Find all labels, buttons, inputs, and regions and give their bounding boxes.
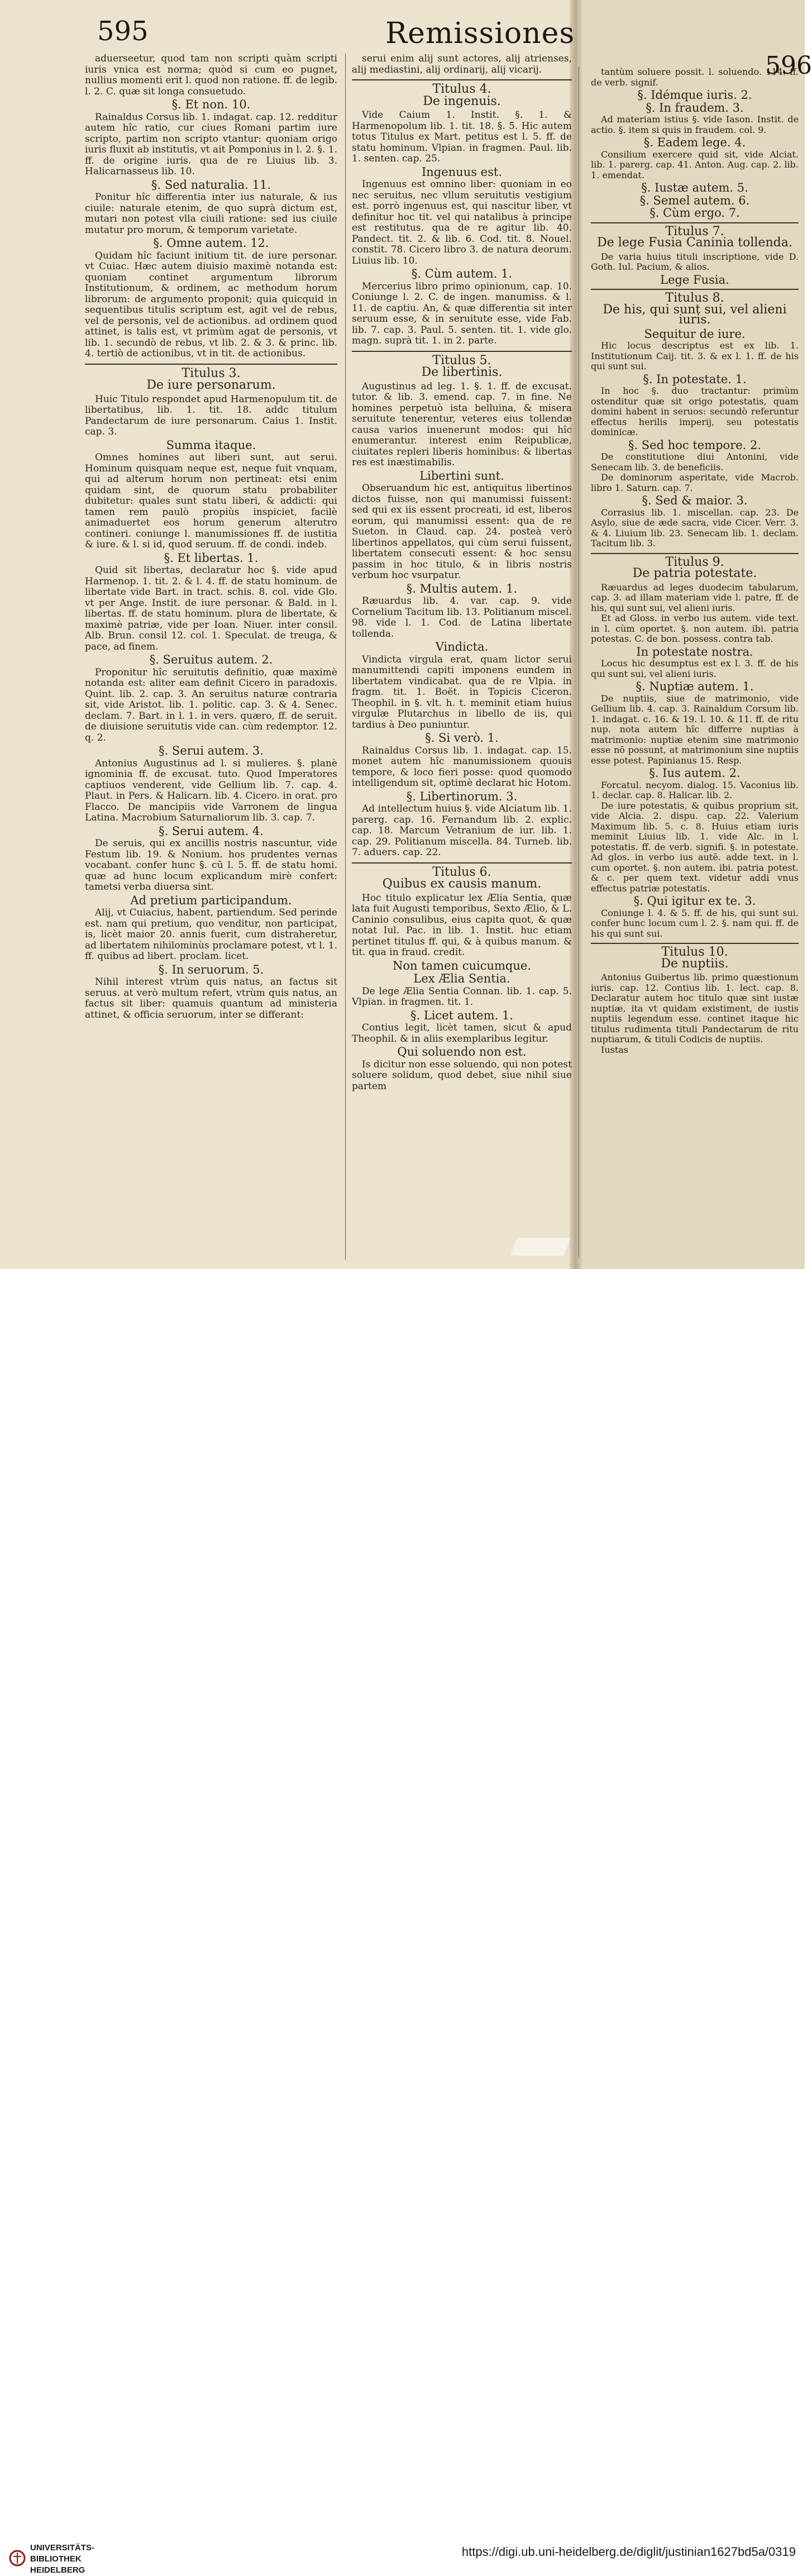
- section-lemma: §. Multis autem. 1.: [406, 581, 518, 595]
- commentary-paragraph: De seruis, qui ex ancillis nostris nascuntur, vide Festum lib. 19. & Nonium. hos prudentes vernas vocabant. confer hunc §. cū l. 5. ff. de statu homi. quæ ad hunc locum explicandum mirè confert: tametsi verba diuersa sint.: [85, 838, 337, 893]
- section-rule: [591, 222, 799, 223]
- section-lemma: §. Cùm autem. 1.: [411, 267, 513, 280]
- paper-strip: [510, 1238, 571, 1256]
- commentary-paragraph: De nuptiis, siue de matrimonio, vide Gellium lib. 4. cap. 3. Rainaldum Corsum lib. 1. indagat. c. 16. & 19. l. 10. & 11. ff. de ritu nup. nota autem hîc differre nuptias à matrimonio: nuptiæ etenim sine matrimonio esse nō possunt, at matrimonium sine nuptiis esse potest. Papinianus 15. Resp.: [591, 693, 799, 766]
- section-lemma: §. Si verò. 1.: [425, 731, 499, 745]
- titulus-subject: De patria potestate.: [632, 566, 757, 580]
- commentary-paragraph: In hoc §. duo tractantur: primùm ostenditur quæ sit origo potestatis, quam domini habent in seruos: secundò referuntur effectus herilis imperij, seu potestatis dominicæ.: [591, 385, 799, 437]
- commentary-paragraph: Proponitur hîc seruitutis definitio, quæ maximè notanda est: aliter eam definit Cicero in paradoxis. Quint. lib. 2. cap. 3. An seruitus naturæ contraria sit, vide Aristot. lib. 1. politic. cap. 3. & 4. Senec. declam. 7. Bart. in l. 1. in vers. quæro, ff. de seruit. de diuisione seruitutis vide can. cùm redemptor. 12. q. 2.: [85, 666, 337, 743]
- library-line-1: UNIVERSITÄTS-: [30, 2543, 95, 2553]
- commentary-paragraph: Augustinus ad leg. 1. §. 1. ff. de excusat. tutor. & lib. 3. emend. cap. 7. in fine. Ne homines perpetuò ista belluina, & misera seruitute tenerentur, veteres eius tollendæ causa varios inuenerunt modos: qui hîc enumerantur. interest enim Reipublicæ, ciuitates repleri liberis hominibus: & libertas res est inæstimabilis.: [352, 380, 572, 468]
- library-line-2: BIBLIOTHEK: [30, 2554, 82, 2564]
- commentary-paragraph: De dominorum asperitate, vide Macrob. libro 1. Saturn. cap. 7.: [591, 472, 799, 493]
- text-column-2: [352, 54, 572, 1092]
- section-lemma: In potestate nostra.: [636, 645, 753, 659]
- section-lemma: Summa itaque.: [166, 438, 256, 452]
- scanned-page: [0, 0, 812, 1269]
- section-lemma: §. In seruorum. 5.: [158, 962, 264, 976]
- commentary-paragraph: De iure potestatis, & quibus proprium sit, vide Alcia. 2. dispu. cap. 22. Valerium Maximum lib. 5. c. 8. Huius etiam iuris meminit Liuius lib. 1. vide Alc. in l. potestatis. ff. de verb. signifi. §. in potestate. Ad glos. in verbo ius autē. adde text. in l. cum oportet. §. non autem. ibi. patria potest. & c. per quem text. videtur addi vnus effectus patriæ potestatis.: [591, 800, 799, 894]
- titulus-heading: Titulus 3.: [181, 366, 241, 380]
- titulus-subject: De iure personarum.: [146, 378, 276, 392]
- library-name: [30, 2542, 94, 2576]
- section-lemma: §. Ius autem. 2.: [649, 766, 741, 780]
- commentary-paragraph: Ponitur hîc differentia inter ius naturale, & ius ciuile: naturale etenim, de quo suprà dictum est, mutari non potest vlla ciuili ratione: sed ius ciuile mutatur pro morum, & temporum varietate.: [85, 192, 337, 236]
- text-column-1: [85, 54, 337, 1020]
- titulus-heading: Titulus 9.: [665, 555, 724, 569]
- section-lemma: Ad pretium participandum.: [130, 893, 292, 907]
- section-rule: [85, 364, 337, 365]
- column-divider-1: [345, 54, 346, 1260]
- commentary-paragraph: Omnes homines aut liberi sunt, aut serui. Hominum quisquam neque est, neque fuit vnquam, qui ad alterum horum non pertineat: etsi enim quidam sint, de quorum statu probabiliter dubitetur: quales sunt statu liberi, & addicti: qui tamen rem paulò propiùs inspiciet, facilè animaduertet eos horum generum alterutro contineri. coniunge l. manumissiones ff. de iustitia & iure. & l. si id, quod seruum. ff. de condi. indeb.: [85, 452, 337, 550]
- commentary-paragraph: Locus hic desumptus est ex l. 3. ff. de his qui sunt sui, vel alieni iuris.: [591, 658, 799, 679]
- section-lemma: §. In fraudem. 3.: [646, 101, 744, 115]
- titulus-subject: De libertinis.: [421, 365, 503, 379]
- commentary-paragraph: Quid sit libertas, declaratur hoc §. vide apud Harmenop. 1. tit. 2. & l. 4. ff. de statu hominum. de libertate vide Bart. in tract. schis. 8. col. vide Glo. vt per Ange. Instit. de iure personar. & Bald. in l. libertas. ff. de statu hominum. plura de libertate, & maximè patriæ, vide per Ioan. Niuer. inter consil. Alb. Brun. consil 12. col. 1. Speculat. de treuga, & pace, ad finem.: [85, 565, 337, 652]
- commentary-paragraph: Vindicta virgula erat, quam lictor serui manumittendi capiti imponens eundem in libertatem vindicabat. qua de re Vlpia. in fragm. tit. 1. Boët. in Topicis Ciceron. Theophil. in §. vlt. h. t. meminit etiam huius virgulæ Plutarchus in libello de iis, qui tardius à Deo puniuntur.: [352, 653, 572, 731]
- commentary-paragraph: Coniunge l. 4. & 5. ff. de his, qui sunt sui. confer hunc locum cum l. 2. §. nam qui. ff. de his qui sunt sui.: [591, 907, 799, 939]
- commentary-paragraph: serui enim alij sunt actores, alij atrienses, alij mediastini, alij ordinarij, alij vicarij.: [352, 53, 572, 75]
- section-lemma: §. Sed naturalia. 11.: [151, 178, 271, 192]
- section-rule: [352, 351, 572, 352]
- section-lemma: §. Libertinorum. 3.: [406, 789, 518, 803]
- commentary-paragraph: Nihil interest vtrùm quis natus, an factus sit seruus. at verò multum refert, vtrùm quis natus, an factus sit liber: quamuis quantum ad ministeria attinet, & officia seruorum, inter se differant:: [85, 976, 337, 1020]
- commentary-paragraph: Is dicitur non esse soluendo, qui non potest soluere solidum, quod debet, siue nihil siue partem: [352, 1058, 572, 1092]
- titulus-subject: Quibus ex causis manum.: [382, 877, 542, 891]
- titulus-heading: Titulus 4.: [432, 82, 491, 96]
- section-lemma: §. Iustæ autem. 5.: [641, 181, 748, 194]
- section-lemma: Libertini sunt.: [419, 469, 504, 483]
- commentary-paragraph: Antonius Augustinus ad l. si mulieres. §. planè ignominia ff. de excusat. tuto. Quod Imperatores captiuos venderent, vide Gellium lib. 7. cap. 4. Plaut. in Pers. & Halicarn. lib. 4. Cicero. in orat. pro Flacco. De mancipiis vide Varronem de lingua Latina. Macrobium Saturnaliorum lib. 3. cap. 7.: [85, 757, 337, 823]
- commentary-paragraph: Rainaldus Corsus lib. 1. indagat. cap. 12. redditur autem hîc ratio, cur ciues Romani partim iure scripto, partim non scripto vtantur: quoniam origo iuris fluxit ab institutis, vt ait Pomponius in l. 2. §. 1. ff. de origine iuris. qua de re Liuius lib. 3. Halicarnasseus lib. 10.: [85, 111, 337, 177]
- titulus-heading: Titulus 5.: [432, 353, 491, 368]
- section-rule: [591, 943, 799, 944]
- document-url[interactable]: https://digi.ub.uni-heidelberg.de/diglit/justinian1627bd5a/0319: [461, 2545, 796, 2559]
- section-rule: [591, 553, 799, 554]
- commentary-paragraph: Ad intellectum huius §. vide Alciatum lib. 1. parerg. cap. 16. Fernandum lib. 2. explic. cap. 18. Marcum Vetranium de iur. lib. 1. cap. 29. Politianum miscella. 84. Turneb. lib. 7. aduers. cap. 22.: [352, 803, 572, 858]
- commentary-paragraph: Huic Titulo respondet apud Harmenopulum tit. de libertatibus, lib. 1. tit. 18. addc titulum Pandectarum de iure personarum. Caius 1. Instit. cap. 3.: [85, 393, 337, 437]
- commentary-paragraph: De lege Ælia Sentia Connan. lib. 1. cap. 5. Vlpian. in fragmen. tit. 1.: [352, 985, 572, 1008]
- section-lemma: §. Nuptiæ autem. 1.: [636, 680, 754, 693]
- section-lemma: §. Cùm ergo. 7.: [649, 206, 740, 220]
- section-lemma: Qui soluendo non est.: [397, 1045, 527, 1058]
- section-lemma: §. In potestate. 1.: [643, 372, 747, 386]
- section-lemma: §. Qui igitur ex te. 3.: [633, 894, 756, 908]
- commentary-paragraph: Ræuardus lib. 4. var. cap. 9. vide Cornelium Tacitum lib. 13. Politianum miscel. 98. vide l. 1. Cod. de Latina libertate tollenda.: [352, 595, 572, 640]
- commentary-paragraph: De constitutione diui Antonini, vide Senecam lib. 3. de beneficiis.: [591, 451, 799, 473]
- section-lemma: §. Sed & maior. 3.: [642, 494, 748, 507]
- titulus-heading: Titulus 7.: [665, 224, 724, 238]
- commentary-paragraph: Alij, vt Cuiacius, habent, partiendum. Sed perinde est. nam qui pretium, quo venditur, non participat, is, licèt maior 20. annis fuerit, cum distraheretur, ad libertatem nihilominùs proclamare potest, vt l. 1. ff. quibus ad libert. proclam. licet.: [85, 907, 337, 962]
- titulus-subject: De his, qui sunt sui, vel alieni iuris.: [603, 302, 787, 327]
- commentary-paragraph: Vide Caium 1. Instit. §. 1. & Harmenopolum lib. 1. tit. 18. §. 5. Hic autem totus Titulus ex Mart. petitus est l. 5. ff. de statu hominum. Vlpian. in fragmen. Paul. lib. 1. senten. cap. 25.: [352, 109, 572, 164]
- commentary-paragraph: Corrasius lib. 1. miscellan. cap. 23. De Asylo, siue de æde sacra, vide Cicer. Verr. 3. & 4. Liuium lib. 23. Senecam lib. 1. declam. Tacitum lib. 3.: [591, 507, 799, 548]
- section-lemma: Non tamen cuicumque.: [393, 958, 531, 972]
- section-rule: [591, 289, 799, 290]
- section-lemma: §. Sed hoc tempore. 2.: [628, 438, 762, 452]
- section-lemma: Lex Ælia Sentia.: [413, 972, 510, 985]
- viewer-footer: [0, 1269, 805, 2575]
- section-rule: [352, 862, 572, 864]
- commentary-paragraph: Quidam hîc faciunt initium tit. de iure personar. vt Cuiac. Hæc autem diuisio maximè notanda est: quoniam continet argumentum librorum Institutionum, & ordinem, ac methodum horum librorum: de argumento proponit; quia quicquid in sequentibus titulis scriptum est, agit vel de rebus, vel de personis, vel de actionibus. ad ordinem quod attinet, is talis est, vt primùm agat de personis, vt lib. 1. secundò de rebus, vt lib. 2. & 3. & princ. lib. 4. tertiò de actionibus, vt in tit. de actionibus.: [85, 250, 337, 359]
- commentary-paragraph: Ræuardus ad leges duodecim tabularum, cap. 3. ad illam materiam vide l. patre, ff. de his, qui sunt sui, vel alieni iuris.: [591, 581, 799, 613]
- section-lemma: §. Et libertas. 1.: [164, 551, 259, 565]
- section-lemma: §. Et non. 10.: [171, 98, 251, 111]
- commentary-paragraph: tantùm soluere possit. l. soluendo. 114. ff. de verb. signif.: [591, 66, 799, 88]
- titulus-heading: Titulus 8.: [665, 291, 724, 305]
- section-lemma: §. Licet autem. 1.: [410, 1008, 514, 1022]
- commentary-paragraph: De varia huius tituli inscriptione, vide D. Goth. Iul. Pacium, & alios.: [591, 251, 799, 272]
- commentary-paragraph: Rainaldus Corsus lib. 1. indagat. cap. 15. monet autem hîc manumissionem quouis tempore, & loco fieri posse: quod quomodo intelligendum sit, optimè declarat hic Hotom.: [352, 745, 572, 789]
- titulus-heading: Titulus 10.: [661, 945, 728, 959]
- section-lemma: Vindicta.: [435, 640, 489, 653]
- section-lemma: §. Eadem lege. 4.: [643, 136, 746, 149]
- titulus-subject: De nuptiis.: [661, 956, 729, 971]
- commentary-paragraph: Hoc titulo explicatur lex Ælia Sentia, quæ lata fuit Augusti temporibus, Sexto Ælio, & L. Caninio consulibus, eius capita quot, & quæ notat Iul. Pac. in lib. 1. Instit. huc etiam pertinet titulus ff. qui, & à quibus manum. & tit. qua in fraud. credit.: [352, 892, 572, 958]
- section-lemma: §. Seruitus autem. 2.: [149, 653, 273, 666]
- titulus-subject: De lege Fusia Caninia tollenda.: [597, 236, 792, 250]
- running-title: Remissiones: [385, 17, 575, 50]
- commentary-paragraph: Iustas: [601, 1044, 629, 1055]
- commentary-paragraph: Ingenuus est omnino liber: quoniam in eo nec seruitus, nec vllum seruitutis vestigium est. porrò ingenuus est, qui nascitur liber, vt definitur hoc tit. vel qui natalibus à principe est restitutus. qua de re agitur lib. 40. Pandect. tit. 2. & lib. 6. Cod. tit. 8. Nouel. constit. 78. Cicero libro 3. de natura deorum. Liuius lib. 10.: [352, 179, 572, 266]
- library-line-3: HEIDELBERG: [30, 2565, 85, 2575]
- section-lemma: Sequitur de iure.: [644, 327, 746, 341]
- page-number-right: 596: [765, 51, 812, 80]
- section-lemma: Lege Fusia.: [660, 273, 729, 287]
- commentary-paragraph: Contius legit, licèt tamen, sicut & apud Theophil. & in aliis exemplaribus legitur.: [352, 1022, 572, 1044]
- section-lemma: §. Omne autem. 12.: [153, 236, 269, 250]
- section-rule: [352, 79, 572, 80]
- section-lemma: Ingenuus est.: [421, 165, 503, 179]
- titulus-heading: Titulus 6.: [432, 865, 491, 879]
- commentary-paragraph: Forcatul. necyom. dialog. 15. Vaconius lib. 1. declar. cap. 8. Halicar. lib. 2.: [591, 779, 799, 800]
- commentary-paragraph: Mercerius libro primo opinionum, cap. 10. Coniunge l. 2. C. de ingen. manumiss. & l. 11. de captiu. An, & quæ differentia sit inter seruum esse, & in seruitute esse, vide Fab. lib. 7. cap. 3. Paul. 5. senten. tit. 1. vide glo. magn. suprà tit. 1. in 2. parte.: [352, 280, 572, 346]
- section-lemma: §. Semel autem. 6.: [639, 193, 750, 207]
- section-lemma: §. Idémque iuris. 2.: [637, 88, 752, 102]
- titulus-subject: De ingenuis.: [423, 94, 501, 108]
- section-lemma: §. Serui autem. 4.: [159, 824, 264, 838]
- commentary-paragraph: Hic locus descriptus est ex lib. 1. Institutionum Caij. tit. 3. & ex l. 1. ff. de his qui sunt sui.: [591, 340, 799, 371]
- page-number-left: 595: [97, 16, 149, 47]
- commentary-paragraph: Antonius Guibertus lib. primo quæstionum iuris. cap. 12. Contius lib. 1. lect. cap. 8. Declaratur autem hoc titulo quæ sint iustæ nuptiæ, ita vt quidam existiment, de iustis nuptiis legendum esse. continet itaque hic titulus rudimenta tituli Pandectarum de ritu nuptiarum, & tituli Codicis de nuptiis.: [591, 972, 799, 1044]
- text-column-3: [591, 67, 799, 1055]
- commentary-paragraph: Ad materiam istius §. vide Iason. Instit. de actio. §. item si quis in fraudem. col. 9.: [591, 114, 799, 135]
- section-lemma: §. Serui autem. 3.: [159, 744, 264, 757]
- commentary-paragraph: Et ad Gloss. in verbo ius autem. vide text. in l. cùm oportet. §. non autem. ibi. patria potestas. C. de bon. possess. contra tab.: [591, 613, 799, 644]
- commentary-paragraph: Obseruandum hic est, antiquitus libertinos dictos fuisse, non qui manumissi fuissent: sed qui ex iis essent procreati, id est, liberos eorum, qui manumissi essent: qua de re Sueton. in Claud. cap. 24. posteà verò libertinos appellatos, qui cùm serui fuissent, libertatem consecuti essent: & hoc sensu passim in hoc titulo, & in libris nostris verbum hoc vsurpatur.: [352, 483, 572, 581]
- commentary-paragraph: aduerseetur, quod tam non scripti quàm scripti iuris vnica est norma; quòd si cum eo pugnet, nullius momenti erit l. quod non ratione. ff. de legib. l. 2. C. quæ sit longa consuetudo.: [85, 53, 337, 97]
- university-seal-icon: [9, 2550, 26, 2567]
- commentary-paragraph: Consilium exercere quid sit, vide Alciat. lib. 1. parerg. cap. 41. Anton. Aug. cap. 2. lib. 1. emendat.: [591, 149, 799, 180]
